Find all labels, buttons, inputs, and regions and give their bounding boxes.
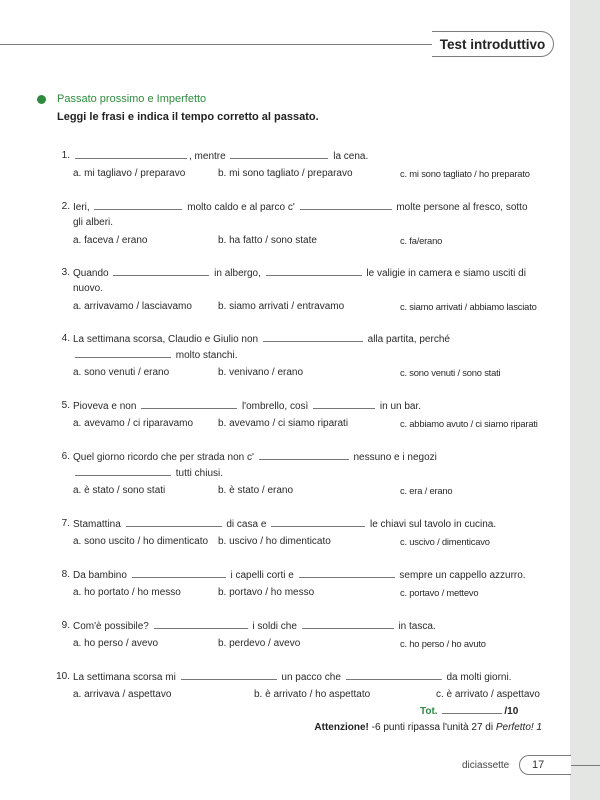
- header-title: Test introduttivo: [432, 31, 554, 57]
- option-c[interactable]: c. abbiamo avuto / ci siamo riparati: [400, 418, 538, 429]
- answer-blank[interactable]: [113, 265, 209, 276]
- answer-blank[interactable]: [266, 265, 362, 276]
- option-b[interactable]: b. avevamo / ci siamo riparati: [218, 418, 349, 429]
- section-title: Passato prossimo e Imperfetto: [57, 93, 207, 105]
- option-c[interactable]: c. uscivo / dimenticavo: [400, 536, 490, 547]
- option-a[interactable]: a. è stato / sono stati: [73, 485, 166, 496]
- answer-blank[interactable]: [313, 398, 375, 409]
- option-b[interactable]: b. uscivo / ho dimenticato: [218, 536, 331, 547]
- option-c[interactable]: c. sono venuti / sono stati: [400, 367, 501, 378]
- answer-options: [73, 534, 553, 550]
- answer-blank[interactable]: [300, 199, 392, 210]
- page-number: 17: [519, 755, 571, 775]
- answer-blank[interactable]: [94, 199, 182, 210]
- side-margin-strip: [570, 0, 600, 800]
- option-a[interactable]: a. sono uscito / ho dimenticato: [73, 536, 209, 547]
- option-b[interactable]: b. ha fatto / sono state: [218, 235, 317, 246]
- option-c[interactable]: c. ho perso / ho avuto: [400, 638, 486, 649]
- answer-blank[interactable]: [299, 567, 395, 578]
- option-c[interactable]: c. portavo / mettevo: [400, 587, 479, 598]
- option-a[interactable]: a. sono venuti / erano: [73, 367, 170, 378]
- option-c[interactable]: c. fa/erano: [400, 235, 443, 246]
- answer-blank[interactable]: [75, 465, 171, 476]
- option-b[interactable]: b. è arrivato / ho aspettato: [254, 689, 371, 700]
- answer-options: [73, 166, 553, 182]
- option-b[interactable]: b. venivano / erano: [218, 367, 304, 378]
- answer-blank[interactable]: [302, 618, 394, 629]
- option-a[interactable]: a. arrivavamo / lasciavamo: [73, 301, 192, 312]
- instruction-text: Leggi le frasi e indica il tempo corretto al passato.: [57, 111, 319, 123]
- option-a[interactable]: a. arrivava / aspettavo: [73, 689, 172, 700]
- answer-blank[interactable]: [132, 567, 226, 578]
- answer-options: [73, 687, 553, 703]
- answer-blank[interactable]: [346, 669, 442, 680]
- option-c[interactable]: c. mi sono tagliato / ho preparato: [400, 168, 530, 179]
- bullet-dot-icon: [37, 95, 46, 104]
- answer-options: [73, 233, 553, 249]
- warning-note: Attenzione! -6 punti ripassa l'unità 27 di Perfetto! 1: [314, 722, 542, 733]
- option-b[interactable]: b. portavo / ho messo: [218, 587, 315, 598]
- answer-blank[interactable]: [181, 669, 277, 680]
- option-a[interactable]: a. ho portato / ho messo: [73, 587, 181, 598]
- footer-rule: [571, 765, 600, 766]
- answer-options: [73, 483, 553, 499]
- answer-blank[interactable]: [259, 449, 349, 460]
- answer-blank[interactable]: [271, 516, 365, 527]
- answer-blank[interactable]: [126, 516, 222, 527]
- option-a[interactable]: a. ho perso / avevo: [73, 638, 159, 649]
- answer-blank[interactable]: [75, 148, 187, 159]
- page-number-word: diciassette: [462, 760, 510, 771]
- score-blank[interactable]: [442, 703, 502, 714]
- total-score: Tot. /10: [420, 703, 518, 717]
- answer-blank[interactable]: [154, 618, 248, 629]
- answer-blank[interactable]: [263, 331, 363, 342]
- answer-options: [73, 299, 553, 315]
- option-c[interactable]: c. era / erano: [400, 485, 453, 496]
- option-b[interactable]: b. mi sono tagliato / preparavo: [218, 168, 353, 179]
- option-b[interactable]: b. siamo arrivati / entravamo: [218, 301, 345, 312]
- option-b[interactable]: b. è stato / erano: [218, 485, 294, 496]
- answer-options: [73, 585, 553, 601]
- answer-options: [73, 636, 553, 652]
- answer-blank[interactable]: [141, 398, 237, 409]
- answer-options: [73, 416, 553, 432]
- option-a[interactable]: a. mi tagliavo / preparavo: [73, 168, 186, 179]
- option-c[interactable]: c. siamo arrivati / abbiamo lasciato: [400, 301, 537, 312]
- option-a[interactable]: a. faceva / erano: [73, 235, 148, 246]
- option-a[interactable]: a. avevamo / ci riparavamo: [73, 418, 194, 429]
- answer-blank[interactable]: [230, 148, 328, 159]
- answer-blank[interactable]: [75, 347, 171, 358]
- option-c[interactable]: c. è arrivato / aspettavo: [436, 689, 540, 700]
- answer-options: [73, 365, 553, 381]
- option-b[interactable]: b. perdevo / avevo: [218, 638, 301, 649]
